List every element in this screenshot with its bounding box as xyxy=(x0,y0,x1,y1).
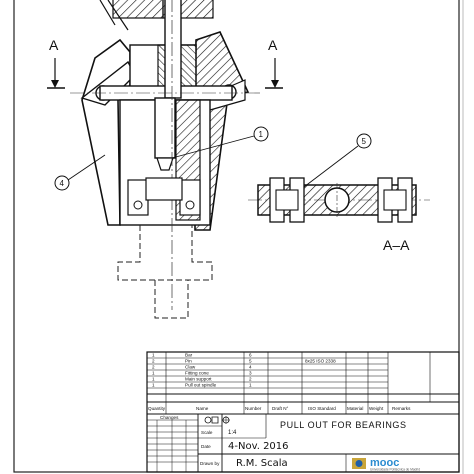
part-name: Main support xyxy=(185,376,212,382)
section-label-left: A xyxy=(49,37,59,53)
balloon-5-label: 5 xyxy=(361,137,366,146)
logo-subtitle: Universidade Politécnica de Madrid xyxy=(370,467,420,472)
logo-text: mooc xyxy=(370,457,400,469)
part-name: Pin xyxy=(185,358,192,364)
drawn-by-label: Drawn by xyxy=(200,461,220,466)
part-number: 1 xyxy=(249,382,252,388)
parts-row xyxy=(152,365,252,370)
date-value: 4-Nov. 2016 xyxy=(228,441,289,452)
parts-row xyxy=(152,353,252,358)
part-name: Fitting cone xyxy=(185,370,209,376)
date-label: Date xyxy=(201,444,211,449)
part-qty: 2 xyxy=(152,364,155,370)
changes-label: Changes xyxy=(160,415,179,420)
part-number: 3 xyxy=(249,370,252,376)
part-qty: 1 xyxy=(152,376,155,382)
part-number: 6 xyxy=(249,352,252,358)
parts-row xyxy=(152,377,252,382)
part-number: 2 xyxy=(249,376,252,382)
balloon-1-label: 1 xyxy=(258,130,263,139)
parts-row xyxy=(152,371,252,376)
part-name: Claw xyxy=(185,364,196,370)
header-standard: ISO Standard xyxy=(308,406,336,411)
part-standard: 8x25 ISO 2338 xyxy=(305,358,336,364)
part-name: Pull out spindle xyxy=(185,382,217,388)
balloon-5 xyxy=(300,134,371,190)
part-qty: 1 xyxy=(152,382,155,388)
part-qty: 1 xyxy=(152,370,155,376)
section-view-aa xyxy=(248,178,430,253)
balloon-4-label: 4 xyxy=(59,179,64,188)
header-material: Material xyxy=(347,406,364,411)
header-remarks: Remarks xyxy=(392,406,411,411)
header-weight: Weight xyxy=(369,406,384,411)
header-name: Name xyxy=(196,406,209,411)
section-cut-right xyxy=(265,37,283,88)
part-number: 5 xyxy=(249,358,252,364)
section-label-right: A xyxy=(268,37,278,53)
section-view-label: A–A xyxy=(383,237,410,253)
part-qty: 2 xyxy=(152,358,155,364)
scale-value: 1:4 xyxy=(228,430,237,436)
mooc-logo xyxy=(350,456,457,472)
header-qty: Quantity xyxy=(148,406,166,411)
drawing-title: PULL OUT FOR BEARINGS xyxy=(280,420,407,430)
scale-label: Scale xyxy=(201,430,213,435)
part-qty: 1 xyxy=(152,352,155,358)
parts-header xyxy=(148,406,411,411)
header-drawing-number: Draft N° xyxy=(272,406,289,411)
section-cut-left xyxy=(47,37,65,88)
part-name: Bar xyxy=(185,352,193,358)
part-number: 4 xyxy=(249,364,252,370)
drawn-by-value: R.M. Scala xyxy=(236,458,288,469)
parts-row xyxy=(152,383,252,388)
header-number: Number xyxy=(245,406,262,411)
